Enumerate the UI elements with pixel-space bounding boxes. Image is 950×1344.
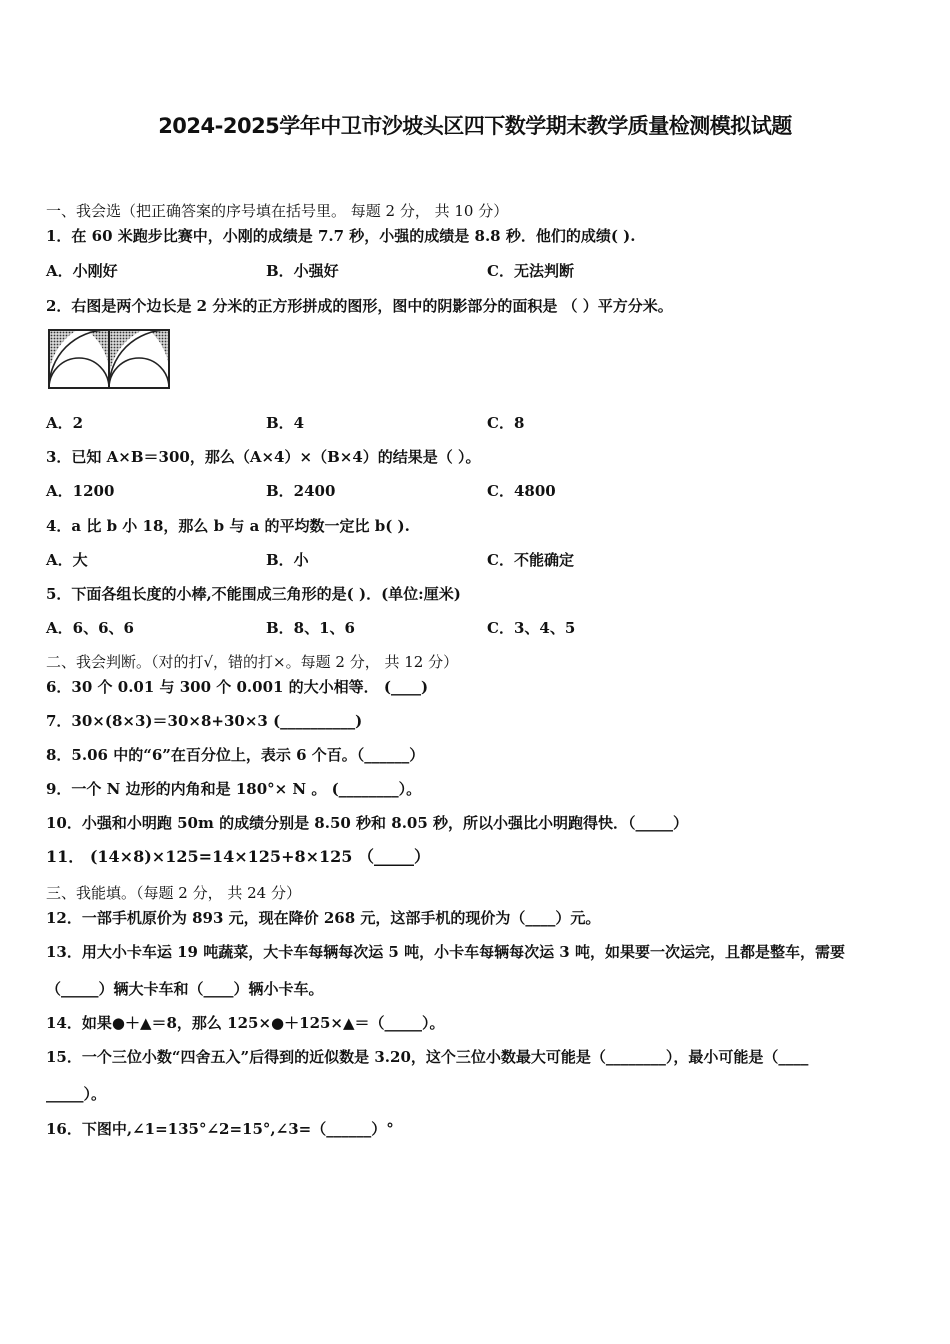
question-1: 1．在 60 米跑步比赛中，小刚的成绩是 7.7 秒，小强的成绩是 8.8 秒．他们的成绩( ). bbox=[46, 227, 636, 245]
question-4: 4．a 比 b 小 18，那么 b 与 a 的平均数一定比 b( ). bbox=[46, 517, 410, 535]
question-6: 6．30 个 0.01 与 300 个 0.001 的大小相等． (____) bbox=[46, 678, 429, 696]
q5-option-a: A．6、6、6 bbox=[46, 619, 134, 637]
question-3: 3．已知 A×B＝300，那么（A×4）×（B×4）的结果是（ ）。 bbox=[46, 448, 481, 466]
q3-option-c: C．4800 bbox=[487, 482, 556, 500]
q1-option-b: B．小强好 bbox=[266, 262, 339, 280]
question-14: 14．如果●＋▲＝8，那么 125×●＋125×▲＝（_____）。 bbox=[46, 1014, 445, 1032]
question-13-line-1: 13．用大小卡车运 19 吨蔬菜，大卡车每辆每次运 5 吨，小卡车每辆每次运 3 吨，如果要一次运完，且都是整车，需要 bbox=[46, 943, 845, 961]
question-15-line-1: 15．一个三位小数“四舍五入”后得到的近似数是 3.20，这个三位小数最大可能是（________），最小可能是（____ bbox=[46, 1048, 809, 1066]
section1-heading: 一、我会选（把正确答案的序号填在括号里。 每题 2 分， 共 10 分） bbox=[46, 202, 509, 220]
question-11: 11． (14×8)×125=14×125+8×125 （_____） bbox=[46, 847, 430, 866]
question-5: 5．下面各组长度的小棒,不能围成三角形的是( )．(单位:厘米) bbox=[46, 585, 461, 603]
page-title: 2024-2025学年中卫市沙坡头区四下数学期末教学质量检测模拟试题 bbox=[158, 114, 792, 138]
q2-option-c: C．8 bbox=[487, 414, 525, 432]
question-16: 16．下图中,∠1=135°∠2=15°,∠3=（______）° bbox=[46, 1120, 394, 1138]
q4-option-a: A．大 bbox=[46, 551, 88, 569]
question-2: 2．右图是两个边长是 2 分米的正方形拼成的图形，图中的阴影部分的面积是 （ ）平方分米。 bbox=[46, 297, 673, 315]
question-12: 12．一部手机原价为 893 元，现在降价 268 元，这部手机的现价为（____）元。 bbox=[46, 909, 601, 927]
two-squares-shaded-figure bbox=[47, 328, 173, 390]
q5-option-c: C．3、4、5 bbox=[487, 619, 576, 637]
q4-option-b: B．小 bbox=[266, 551, 309, 569]
q2-option-b: B．4 bbox=[266, 414, 305, 432]
q3-option-b: B．2400 bbox=[266, 482, 336, 500]
question-15-line-2: _____）。 bbox=[46, 1085, 107, 1103]
question-13-line-2: （_____）辆大卡车和（____）辆小卡车。 bbox=[46, 980, 324, 998]
q1-option-a: A．小刚好 bbox=[46, 262, 118, 280]
section2-heading: 二、我会判断。（对的打√，错的打×。每题 2 分， 共 12 分） bbox=[46, 653, 459, 671]
q2-option-a: A．2 bbox=[46, 414, 84, 432]
question-10: 10．小强和小明跑 50m 的成绩分别是 8.50 秒和 8.05 秒，所以小强比小明跑得快．（_____） bbox=[46, 814, 689, 832]
question-9: 9．一个 N 边形的内角和是 180°× N 。 (________）。 bbox=[46, 780, 422, 798]
question-8: 8．5.06 中的“6”在百分位上，表示 6 个百。（______） bbox=[46, 746, 425, 764]
q4-option-c: C．不能确定 bbox=[487, 551, 574, 569]
section3-heading: 三、我能填。（每题 2 分， 共 24 分） bbox=[46, 884, 301, 902]
q5-option-b: B．8、1、6 bbox=[266, 619, 355, 637]
q3-option-a: A．1200 bbox=[46, 482, 115, 500]
question-7: 7．30×(8×3)＝30×8+30×3 (__________) bbox=[46, 712, 363, 730]
q1-option-c: C．无法判断 bbox=[487, 262, 574, 280]
